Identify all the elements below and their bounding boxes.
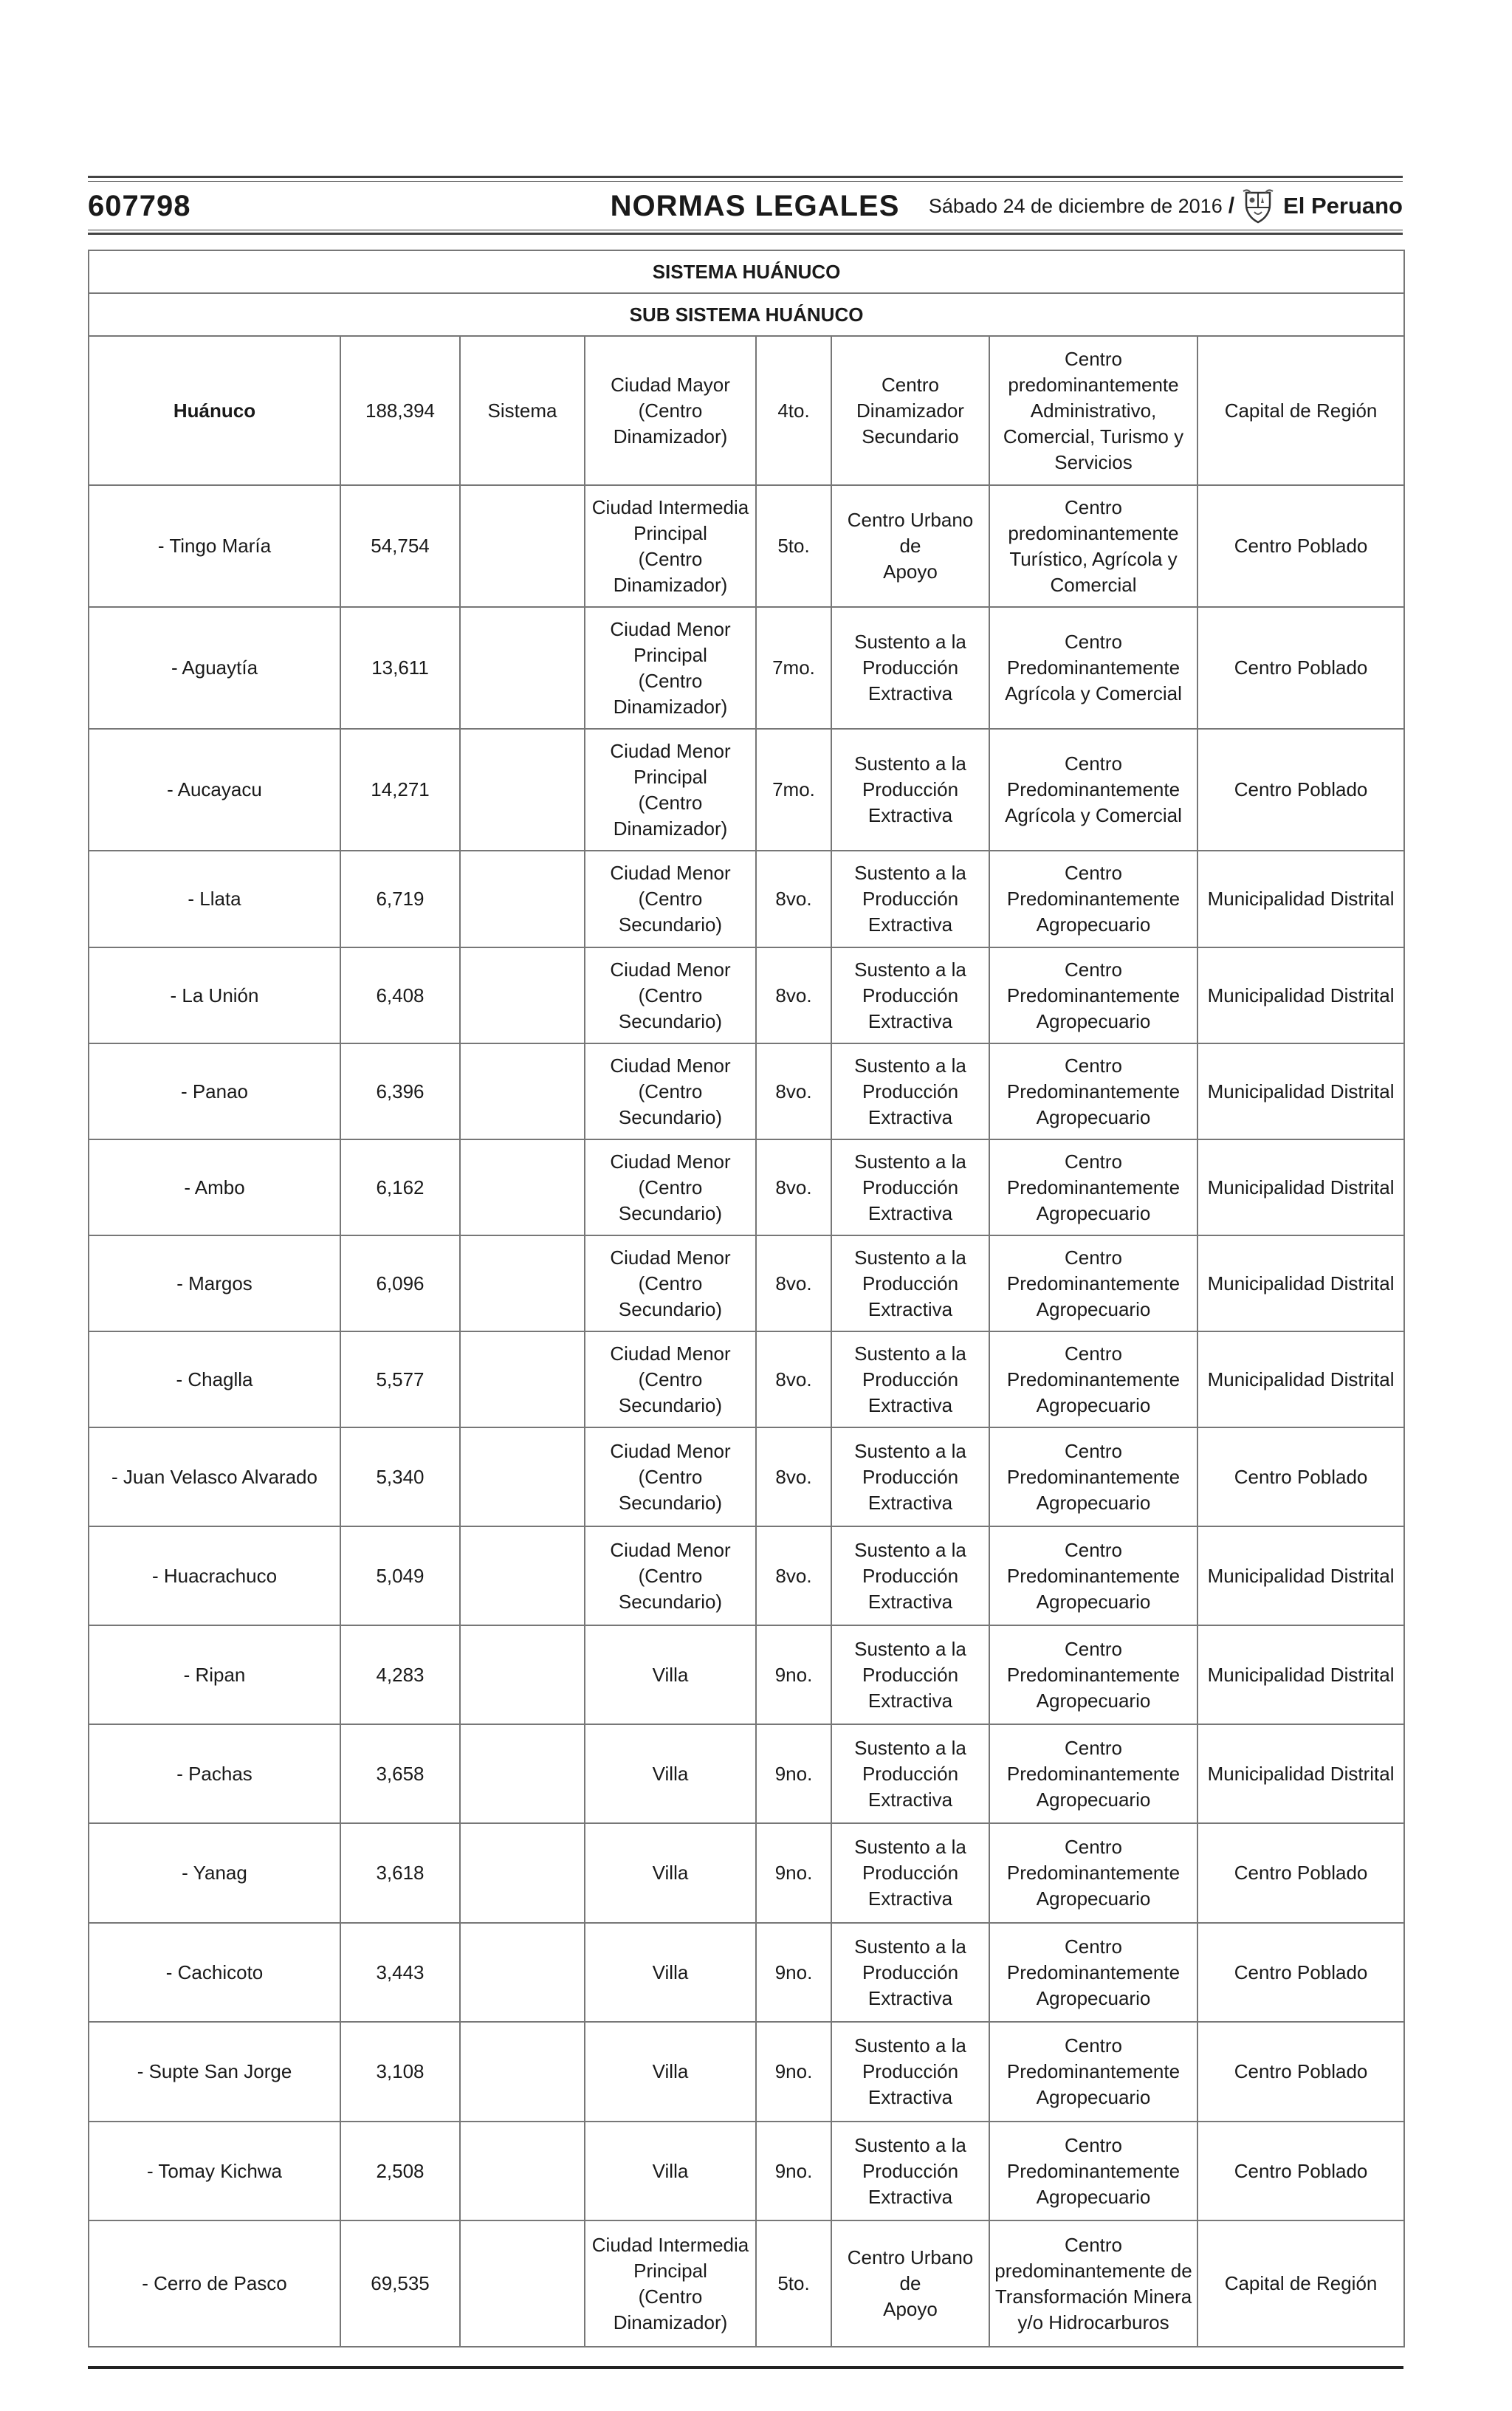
city-name-cell: - Aucayacu — [89, 729, 340, 851]
function-cell: Centro Predominantemente Agrícola y Comercial — [989, 729, 1197, 851]
system-type-cell — [460, 1139, 585, 1235]
system-title: SISTEMA HUÁNUCO — [89, 250, 1404, 293]
city-name-cell: - Llata — [89, 851, 340, 947]
table-row — [89, 1823, 1404, 1923]
status-cell: Municipalidad Distrital — [1197, 1139, 1404, 1235]
function-cell: Centro Predominantemente Agropecuario — [989, 851, 1197, 947]
city-name-cell: - Pachas — [89, 1724, 340, 1823]
city-name-cell: - Margos — [89, 1235, 340, 1331]
role-cell: Sustento a la Producción Extractiva — [831, 1923, 989, 2022]
table-row — [89, 485, 1404, 607]
system-type-cell: Sistema — [460, 336, 585, 485]
rank-cell: 9no. — [756, 2022, 831, 2122]
role-cell: Sustento a la Producción Extractiva — [831, 2022, 989, 2122]
city-category-cell: Villa — [585, 1724, 756, 1823]
rank-cell: 9no. — [756, 1823, 831, 1923]
role-cell: Sustento a la Producción Extractiva — [831, 607, 989, 729]
status-cell: Municipalidad Distrital — [1197, 1043, 1404, 1139]
table-row — [89, 2220, 1404, 2347]
population-cell: 6,408 — [340, 947, 460, 1043]
population-cell: 3,443 — [340, 1923, 460, 2022]
rank-cell: 8vo. — [756, 1235, 831, 1331]
table-row — [89, 851, 1404, 947]
population-cell: 2,508 — [340, 2122, 460, 2220]
role-cell: Sustento a la Producción Extractiva — [831, 1427, 989, 1526]
rank-cell: 9no. — [756, 2122, 831, 2220]
city-category-cell: Ciudad Intermedia Principal (Centro Dinamizador) — [585, 2220, 756, 2347]
rank-cell: 8vo. — [756, 947, 831, 1043]
city-category-cell: Ciudad Menor (Centro Secundario) — [585, 1139, 756, 1235]
status-cell: Municipalidad Distrital — [1197, 1331, 1404, 1427]
page-header — [88, 186, 1403, 226]
status-cell: Municipalidad Distrital — [1197, 1526, 1404, 1625]
table-row — [89, 336, 1404, 485]
city-name-cell: - Ambo — [89, 1139, 340, 1235]
function-cell: Centro predominantemente Administrativo, Comercial, Turismo y Servicios — [989, 336, 1197, 485]
system-type-cell — [460, 1724, 585, 1823]
city-name-cell: Huánuco — [89, 336, 340, 485]
rank-cell: 5to. — [756, 485, 831, 607]
city-category-cell: Ciudad Menor (Centro Secundario) — [585, 1043, 756, 1139]
city-category-cell: Villa — [585, 1823, 756, 1923]
city-name-cell: - Ripan — [89, 1625, 340, 1724]
system-type-cell — [460, 1526, 585, 1625]
role-cell: Sustento a la Producción Extractiva — [831, 1625, 989, 1724]
city-name-cell: - Tingo María — [89, 485, 340, 607]
function-cell: Centro Predominantemente Agropecuario — [989, 2122, 1197, 2220]
population-cell: 3,108 — [340, 2022, 460, 2122]
system-type-cell — [460, 1823, 585, 1923]
status-cell: Centro Poblado — [1197, 1923, 1404, 2022]
population-cell: 6,719 — [340, 851, 460, 947]
table-row — [89, 1139, 1404, 1235]
system-type-cell — [460, 1331, 585, 1427]
function-cell: Centro Predominantemente Agropecuario — [989, 1427, 1197, 1526]
rank-cell: 8vo. — [756, 851, 831, 947]
rank-cell: 8vo. — [756, 1139, 831, 1235]
function-cell: Centro Predominantemente Agropecuario — [989, 1526, 1197, 1625]
table-row — [89, 729, 1404, 851]
population-cell: 5,049 — [340, 1526, 460, 1625]
header-top-rule — [88, 176, 1403, 178]
city-name-cell: - La Unión — [89, 947, 340, 1043]
status-cell: Centro Poblado — [1197, 1427, 1404, 1526]
population-cell: 54,754 — [340, 485, 460, 607]
subsystem-title-row — [89, 293, 1404, 336]
status-cell: Municipalidad Distrital — [1197, 1625, 1404, 1724]
system-type-cell — [460, 2022, 585, 2122]
function-cell: Centro Predominantemente Agrícola y Comercial — [989, 607, 1197, 729]
system-type-cell — [460, 2220, 585, 2347]
page-number: 607798 — [88, 190, 191, 222]
city-name-cell: - Yanag — [89, 1823, 340, 1923]
subsystem-title: SUB SISTEMA HUÁNUCO — [89, 293, 1404, 336]
system-type-cell — [460, 607, 585, 729]
function-cell: Centro predominantemente Turístico, Agrícola y Comercial — [989, 485, 1197, 607]
function-cell: Centro Predominantemente Agropecuario — [989, 1923, 1197, 2022]
table-row — [89, 1923, 1404, 2022]
function-cell: Centro predominantemente de Transformación Minera y/o Hidrocarburos — [989, 2220, 1197, 2347]
population-cell: 13,611 — [340, 607, 460, 729]
system-type-cell — [460, 2122, 585, 2220]
rank-cell: 8vo. — [756, 1043, 831, 1139]
population-cell: 188,394 — [340, 336, 460, 485]
role-cell: Centro Dinamizador Secundario — [831, 336, 989, 485]
system-type-cell — [460, 947, 585, 1043]
status-cell: Centro Poblado — [1197, 485, 1404, 607]
city-category-cell: Ciudad Mayor (Centro Dinamizador) — [585, 336, 756, 485]
status-cell: Municipalidad Distrital — [1197, 1235, 1404, 1331]
system-type-cell — [460, 851, 585, 947]
system-title-row — [89, 250, 1404, 293]
function-cell: Centro Predominantemente Agropecuario — [989, 1724, 1197, 1823]
population-cell: 69,535 — [340, 2220, 460, 2347]
city-name-cell: - Chaglla — [89, 1331, 340, 1427]
function-cell: Centro Predominantemente Agropecuario — [989, 1625, 1197, 1724]
status-cell: Centro Poblado — [1197, 607, 1404, 729]
status-cell: Centro Poblado — [1197, 2022, 1404, 2122]
role-cell: Sustento a la Producción Extractiva — [831, 729, 989, 851]
rank-cell: 9no. — [756, 1923, 831, 2022]
rank-cell: 8vo. — [756, 1427, 831, 1526]
city-name-cell: - Cerro de Pasco — [89, 2220, 340, 2347]
rank-cell: 9no. — [756, 1625, 831, 1724]
system-type-cell — [460, 1923, 585, 2022]
role-cell: Centro Urbano de Apoyo — [831, 485, 989, 607]
population-cell: 5,577 — [340, 1331, 460, 1427]
function-cell: Centro Predominantemente Agropecuario — [989, 1331, 1197, 1427]
role-cell: Sustento a la Producción Extractiva — [831, 2122, 989, 2220]
city-category-cell: Villa — [585, 1923, 756, 2022]
header-top-rule-thin — [88, 181, 1403, 182]
population-cell: 3,618 — [340, 1823, 460, 1923]
city-category-cell: Ciudad Menor (Centro Secundario) — [585, 851, 756, 947]
table-row — [89, 1625, 1404, 1724]
population-cell: 4,283 — [340, 1625, 460, 1724]
rank-cell: 7mo. — [756, 607, 831, 729]
city-category-cell: Ciudad Menor (Centro Secundario) — [585, 1235, 756, 1331]
system-type-cell — [460, 729, 585, 851]
table-row — [89, 607, 1404, 729]
system-type-cell — [460, 1625, 585, 1724]
city-name-cell: - Aguaytía — [89, 607, 340, 729]
city-category-cell: Ciudad Intermedia Principal (Centro Dinamizador) — [585, 485, 756, 607]
peru-coat-of-arms-icon — [1242, 188, 1274, 224]
function-cell: Centro Predominantemente Agropecuario — [989, 1235, 1197, 1331]
newspaper-name: El Peruano — [1283, 193, 1403, 219]
table-row — [89, 2022, 1404, 2122]
function-cell: Centro Predominantemente Agropecuario — [989, 1823, 1197, 1923]
population-cell: 14,271 — [340, 729, 460, 851]
rank-cell: 8vo. — [756, 1331, 831, 1427]
status-cell: Centro Poblado — [1197, 2122, 1404, 2220]
system-type-cell — [460, 1235, 585, 1331]
header-masthead — [929, 186, 1403, 226]
status-cell: Capital de Región — [1197, 336, 1404, 485]
rank-cell: 4to. — [756, 336, 831, 485]
city-category-cell: Ciudad Menor Principal (Centro Dinamizador) — [585, 607, 756, 729]
role-cell: Sustento a la Producción Extractiva — [831, 1043, 989, 1139]
status-cell: Municipalidad Distrital — [1197, 1724, 1404, 1823]
rank-cell: 7mo. — [756, 729, 831, 851]
table-row — [89, 1235, 1404, 1331]
city-category-cell: Villa — [585, 2122, 756, 2220]
population-cell: 3,658 — [340, 1724, 460, 1823]
population-cell: 6,162 — [340, 1139, 460, 1235]
role-cell: Sustento a la Producción Extractiva — [831, 947, 989, 1043]
function-cell: Centro Predominantemente Agropecuario — [989, 1139, 1197, 1235]
table-row — [89, 1427, 1404, 1526]
table-row — [89, 947, 1404, 1043]
system-type-cell — [460, 1427, 585, 1526]
publication-date: Sábado 24 de diciembre de 2016 — [928, 194, 1223, 217]
table-row — [89, 1526, 1404, 1625]
city-category-cell: Ciudad Menor (Centro Secundario) — [585, 1526, 756, 1625]
system-type-cell — [460, 485, 585, 607]
city-name-cell: - Juan Velasco Alvarado — [89, 1427, 340, 1526]
function-cell: Centro Predominantemente Agropecuario — [989, 1043, 1197, 1139]
role-cell: Sustento a la Producción Extractiva — [831, 1526, 989, 1625]
function-cell: Centro Predominantemente Agropecuario — [989, 947, 1197, 1043]
role-cell: Sustento a la Producción Extractiva — [831, 851, 989, 947]
role-cell: Sustento a la Producción Extractiva — [831, 1823, 989, 1923]
population-cell: 6,396 — [340, 1043, 460, 1139]
city-name-cell: - Cachicoto — [89, 1923, 340, 2022]
city-name-cell: - Panao — [89, 1043, 340, 1139]
rank-cell: 9no. — [756, 1724, 831, 1823]
role-cell: Centro Urbano de Apoyo — [831, 2220, 989, 2347]
city-category-cell: Villa — [585, 2022, 756, 2122]
city-name-cell: - Huacrachuco — [89, 1526, 340, 1625]
city-name-cell: - Supte San Jorge — [89, 2022, 340, 2122]
role-cell: Sustento a la Producción Extractiva — [831, 1724, 989, 1823]
city-name-cell: - Tomay Kichwa — [89, 2122, 340, 2220]
city-category-cell: Villa — [585, 1625, 756, 1724]
table-row — [89, 1724, 1404, 1823]
section-title-text: NORMAS LEGALES — [610, 190, 900, 222]
status-cell: Capital de Región — [1197, 2220, 1404, 2347]
system-type-cell — [460, 1043, 585, 1139]
population-cell: 5,340 — [340, 1427, 460, 1526]
rank-cell: 5to. — [756, 2220, 831, 2347]
header-separator: / — [1228, 193, 1235, 218]
city-category-cell: Ciudad Menor (Centro Secundario) — [585, 1331, 756, 1427]
role-cell: Sustento a la Producción Extractiva — [831, 1235, 989, 1331]
footer-rule — [88, 2366, 1403, 2369]
rank-cell: 8vo. — [756, 1526, 831, 1625]
status-cell: Municipalidad Distrital — [1197, 851, 1404, 947]
function-cell: Centro Predominantemente Agropecuario — [989, 2022, 1197, 2122]
city-category-cell: Ciudad Menor (Centro Secundario) — [585, 947, 756, 1043]
system-table — [88, 250, 1405, 2347]
population-cell: 6,096 — [340, 1235, 460, 1331]
city-category-cell: Ciudad Menor Principal (Centro Dinamizador) — [585, 729, 756, 851]
role-cell: Sustento a la Producción Extractiva — [831, 1331, 989, 1427]
table-row — [89, 2122, 1404, 2220]
status-cell: Municipalidad Distrital — [1197, 947, 1404, 1043]
city-category-cell: Ciudad Menor (Centro Secundario) — [585, 1427, 756, 1526]
status-cell: Centro Poblado — [1197, 729, 1404, 851]
role-cell: Sustento a la Producción Extractiva — [831, 1139, 989, 1235]
status-cell: Centro Poblado — [1197, 1823, 1404, 1923]
header-bottom-rule — [88, 233, 1403, 235]
table-row — [89, 1331, 1404, 1427]
table-row — [89, 1043, 1404, 1139]
